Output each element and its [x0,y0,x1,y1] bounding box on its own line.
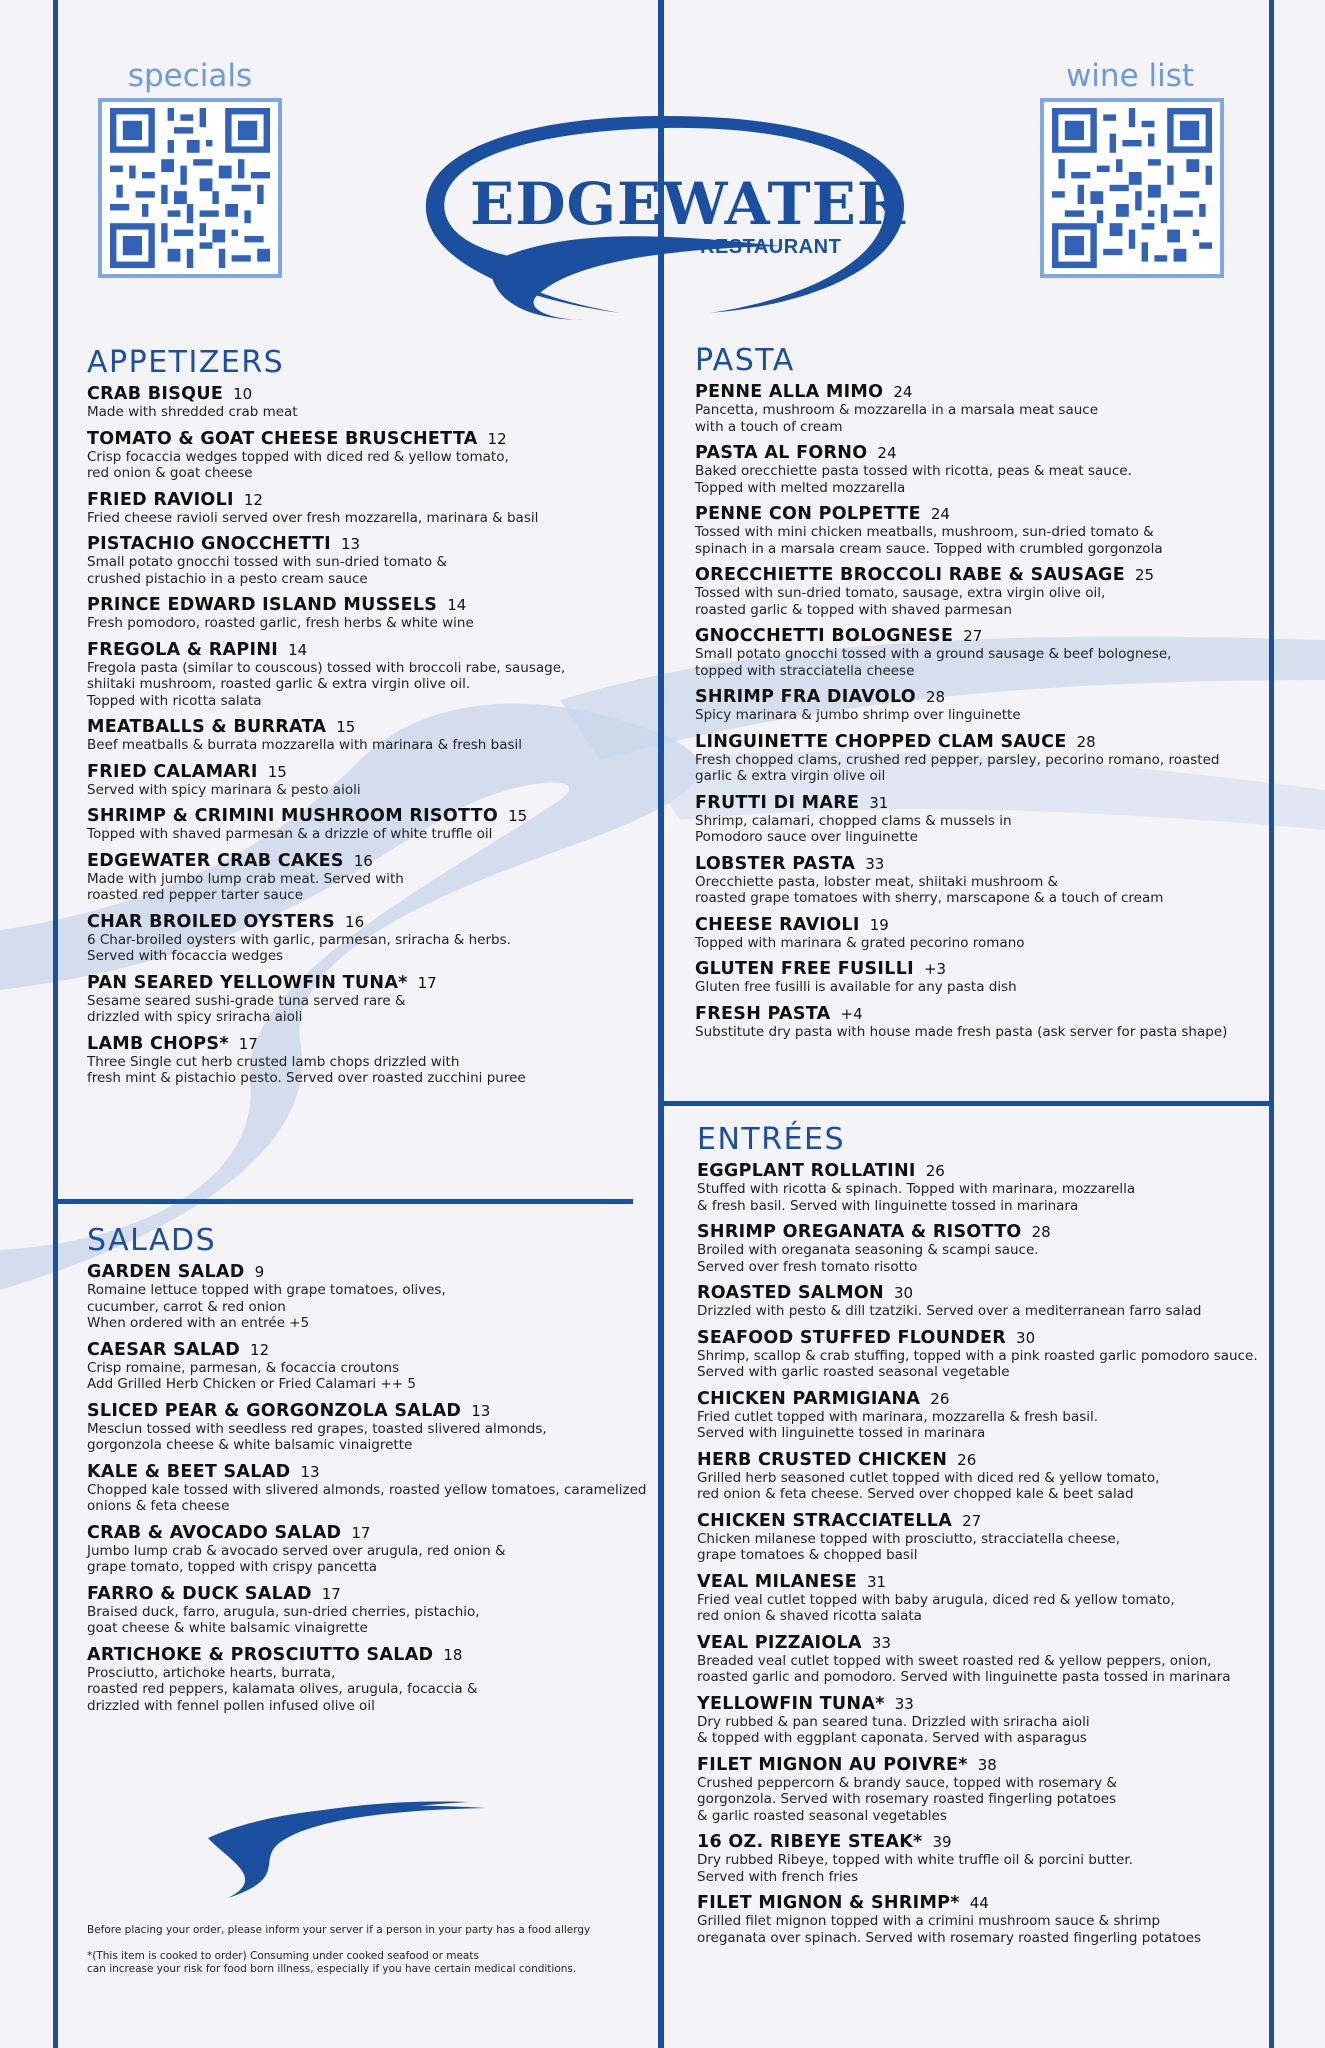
menu-item-price: 31 [866,1572,887,1591]
menu-item-description: Tossed with sun-dried tomato, sausage, extra virgin olive oil, roasted garlic & topped with shaved parmesan [695,585,1106,618]
menu-item [695,854,1265,907]
menu-item-price: 10 [233,385,253,403]
menu-item [87,384,647,421]
menu-item-price: 13 [300,1462,320,1481]
menu-item-header [87,806,647,826]
menu-item-price: 14 [288,640,308,659]
menu-item-description: Made with shredded crab meat [87,404,298,420]
menu-item-name: PENNE ALLA MIMO [695,382,884,402]
menu-item-description: Grilled herb seasoned cutlet topped with diced red & yellow tomato, red onion & feta cheese. Served over chopped kale & beet salad [697,1469,1160,1502]
menu-item-header [87,1034,647,1054]
menu-item-description: Fresh pomodoro, roasted garlic, fresh herbs & white wine [87,615,474,631]
menu-item-price: 12 [250,1340,270,1359]
menu-item-header [695,732,1265,752]
menu-item [697,1450,1267,1503]
menu-item-name: PRINCE EDWARD ISLAND MUSSELS [87,595,438,615]
menu-item-header [87,384,647,404]
menu-item-description: Breaded veal cutlet topped with sweet roasted red & yellow peppers, onion, roasted garlic and pomodoro. Served with linguinette pasta tossed in marinara [697,1652,1231,1685]
menu-item-description: Made with jumbo lump crab meat. Served with roasted red pepper tarter sauce [87,870,404,903]
menu-item-price: 24 [930,505,950,523]
menu-item-header [695,854,1265,874]
menu-item-header [87,973,647,993]
menu-item [697,1832,1267,1885]
menu-item-price: 16 [345,912,365,931]
restaurant-logo [420,108,910,327]
footer-swoosh-icon [188,1798,488,1900]
menu-item-description: Braised duck, farro, arugula, sun-dried cherries, pistachio, goat cheese & white balsamic vinaigrette [87,1603,480,1636]
menu-item-name: FRESH PASTA [695,1003,831,1024]
menu-item-name: EDGEWATER CRAB CAKES [87,850,344,871]
menu-item-header [87,1340,647,1360]
menu-item-header [87,1645,647,1665]
menu-item-header [697,1328,1267,1348]
wine-list-label: wine list [1065,58,1195,94]
menu-item-description: Orecchiette pasta, lobster meat, shiitaki mushroom & roasted grape tomatoes with sherry, marscapone & a touch of cream [695,873,1164,906]
menu-item [697,1633,1267,1686]
menu-item [697,1755,1267,1825]
section-title: APPETIZERS [87,345,285,380]
menu-item-header [697,1389,1267,1409]
menu-item-header [87,762,647,782]
menu-item-header [87,429,647,449]
menu-item [87,1034,647,1087]
left-section-divider [53,1199,633,1204]
left-border [53,0,58,2048]
menu-item-name: SHRIMP & CRIMINI MUSHROOM RISOTTO [87,806,499,826]
menu-item [695,1004,1265,1041]
menu-item-description: Beef meatballs & burrata mozzarella with marinara & fresh basil [87,737,523,753]
menu-item-header [87,1523,647,1543]
menu-item [697,1328,1267,1381]
menu-item-description: Dry rubbed & pan seared tuna. Drizzled with sriracha aioli & topped with eggplant caponata. Served with asparagus [697,1713,1090,1746]
menu-item-description: Romaine lettuce topped with grape tomatoes, olives, cucumber, carrot & red onion When ordered with an entrée +5 [87,1282,446,1331]
menu-item-name: FARRO & DUCK SALAD [87,1583,312,1604]
menu-item [695,687,1265,724]
menu-item [87,806,647,843]
menu-item-header [697,1755,1267,1775]
menu-item-header [87,912,647,932]
menu-item-description: Fried cheese ravioli served over fresh mozzarella, marinara & basil [87,509,539,526]
menu-item-header [87,1262,647,1282]
menu-item [697,1694,1267,1747]
menu-item [87,640,647,710]
menu-item-description: Baked orecchiette pasta tossed with ricotta, peas & meat sauce. Topped with melted mozzarella [695,463,1132,496]
menu-item-name: CHICKEN STRACCIATELLA [697,1510,953,1531]
menu-item-price: 25 [1134,566,1155,584]
menu-item-price: 31 [869,793,889,812]
menu-item-price: 26 [930,1389,950,1408]
menu-item-name: LINGUINETTE CHOPPED CLAM SAUCE [695,731,1067,752]
menu-item [87,1645,647,1715]
menu-item-description: Small potato gnocchi tossed with a ground sausage & beef bolognese, topped with stracciatella cheese [695,646,1172,679]
menu-item [87,1584,647,1637]
menu-item-price: 33 [894,1694,914,1713]
menu-item-header [697,1161,1267,1181]
menu-item-description: Mesclun tossed with seedless red grapes, toasted slivered almonds, gorgonzola cheese & white balsamic vinaigrette [87,1420,547,1453]
entrees-section [697,1122,1267,1954]
menu-item-price: 27 [963,627,983,645]
menu-item-name: PAN SEARED YELLOWFIN TUNA* [87,972,408,993]
menu-item-description: Gluten free fusilli is available for any pasta dish [695,979,1017,995]
menu-item [697,1893,1267,1946]
menu-item-description: Shrimp, calamari, chopped clams & mussels in Pomodoro sauce over linguinette [695,812,1012,845]
menu-item-description: Dry rubbed Ribeye, topped with white truffle oil & porcini butter. Served with french fries [697,1852,1133,1885]
menu-item-header [697,1694,1267,1714]
menu-item [87,762,647,799]
menu-item-description: Fregola pasta (similar to couscous) tossed with broccoli rabe, sausage, shiitaki mushroom, roasted garlic & extra virgin olive oil. Topped with ricotta salata [87,659,566,709]
menu-item-header [695,915,1265,935]
menu-item-name: ARTICHOKE & PROSCIUTTO SALAD [87,1644,434,1665]
menu-item-name: FILET MIGNON & SHRIMP* [697,1893,960,1913]
menu-item-description: Chicken milanese topped with prosciutto, stracciatella cheese, grape tomatoes & chopped basil [697,1530,1121,1563]
section-title: PASTA [695,343,795,378]
menu-item-name: SLICED PEAR & GORGONZOLA SALAD [87,1400,462,1421]
menu-item-name: LOBSTER PASTA [695,853,856,874]
menu-item-price: 13 [341,535,361,553]
menu-item-name: ORECCHIETTE BROCCOLI RABE & SAUSAGE [695,565,1125,585]
menu-item-price: 39 [932,1833,952,1851]
menu-item-name: CHICKEN PARMIGIANA [697,1388,921,1409]
menu-item [695,565,1265,618]
menu-item-price: 16 [353,851,373,870]
section-title: SALADS [87,1223,217,1258]
menu-item-name: VEAL MILANESE [697,1571,857,1592]
menu-item-description: Small potato gnocchi tossed with sun-dried tomato & crushed pistachio in a pesto cream sauce [87,554,447,587]
menu-item-price: +3 [923,960,947,978]
menu-item [87,851,647,904]
menu-item [695,443,1265,496]
qr-icon [1050,108,1214,268]
menu-item-name: CRAB BISQUE [87,384,224,404]
menu-item-description: Tossed with mini chicken meatballs, mushroom, sun-dried tomato & spinach in a marsala cream sauce. Topped with crumbled gorgonzola [695,524,1163,557]
menu-item-price: 12 [243,490,263,509]
menu-item-description: Sesame seared sushi-grade tuna served rare & drizzled with spicy sriracha aioli [87,992,406,1025]
menu-item-header [87,534,647,554]
menu-item [87,1262,647,1332]
menu-item-description: Fresh chopped clams, crushed red pepper, parsley, pecorino romano, roasted garlic & extra virgin olive oil [695,751,1220,784]
menu-item-name: VEAL PIZZAIOLA [697,1632,862,1653]
menu-item-name: ROASTED SALMON [697,1283,884,1303]
allergy-notice: Before placing your order, please inform your server if a person in your party has a food allergy [87,1924,591,1936]
menu-item-header [697,1283,1267,1303]
menu-item-header [697,1511,1267,1531]
menu-item-name: HERB CRUSTED CHICKEN [697,1449,948,1470]
menu-item-name: PISTACHIO GNOCCHETTI [87,534,331,554]
menu-item-price: 24 [893,383,913,401]
menu-item-price: 26 [925,1162,945,1180]
menu-item-description: 6 Char-broiled oysters with garlic, parmesan, sriracha & herbs. Served with focaccia wedges [87,931,511,964]
menu-item-description: Shrimp, scallop & crab stuffing, topped with a pink roasted garlic pomodoro sauce. Served with garlic roasted seasonal vegetable [697,1347,1258,1380]
menu-item-header [697,1450,1267,1470]
menu-item-name: MEATBALLS & BURRATA [87,717,327,737]
menu-item-price: 24 [877,444,897,462]
menu-item-header [695,504,1265,524]
menu-item-description: Spicy marinara & jumbo shrimp over linguinette [695,707,1021,723]
menu-item-name: CAESAR SALAD [87,1339,241,1360]
menu-item-description: Substitute dry pasta with house made fresh pasta (ask server for pasta shape) [695,1023,1228,1040]
menu-item-name: FREGOLA & RAPINI [87,639,279,660]
menu-item-name: CHEESE RAVIOLI [695,914,860,935]
menu-item-name: FILET MIGNON AU POIVRE* [697,1754,968,1775]
appetizers-section [87,345,647,1095]
menu-item-description: Chopped kale tossed with slivered almonds, roasted yellow tomatoes, caramelized onions & feta cheese [87,1481,647,1514]
right-section-divider [664,1101,1269,1106]
menu-item-description: Crisp focaccia wedges topped with diced red & yellow tomato, red onion & goat cheese [87,448,509,481]
menu-item-price: +4 [840,1004,863,1023]
menu-item [87,1340,647,1393]
salads-section [87,1223,647,1722]
menu-item [87,1401,647,1454]
logo-subtitle: RESTAURANT [700,236,842,258]
menu-item-header [695,687,1265,707]
menu-item [87,912,647,965]
menu-item-description: Broiled with oreganata seasoning & scampi sauce. Served over fresh tomato risotto [697,1242,1039,1275]
menu-item-header [697,1222,1267,1242]
menu-item-name: PENNE CON POLPETTE [695,504,921,524]
menu-item-description: Grilled filet mignon topped with a crimini mushroom sauce & shrimp oreganata over spinach. Served with rosemary roasted fingerling potatoes [697,1913,1202,1946]
menu-item [697,1161,1267,1214]
menu-item-description: Fried cutlet topped with marinara, mozzarella & fresh basil. Served with linguinette tossed in marinara [697,1408,1099,1441]
menu-item [695,732,1265,785]
menu-item [697,1389,1267,1442]
menu-item [697,1511,1267,1564]
menu-item-price: 15 [508,807,528,825]
menu-item-name: YELLOWFIN TUNA* [697,1693,885,1714]
menu-item-description: Three Single cut herb crusted lamb chops drizzled with fresh mint & pistachio pesto. Served over roasted zucchini puree [87,1053,526,1086]
menu-item-name: FRUTTI DI MARE [695,792,860,813]
menu-item-price: 28 [1031,1223,1051,1241]
menu-item [695,382,1265,435]
menu-item-price: 15 [267,762,287,781]
menu-item-name: 16 OZ. RIBEYE STEAK* [697,1832,923,1852]
menu-item-description: Topped with marinara & grated pecorino romano [695,934,1025,951]
menu-item-name: CHAR BROILED OYSTERS [87,911,336,932]
menu-item-header [697,1572,1267,1592]
qr-icon [108,108,272,268]
menu-item-price: 17 [417,973,437,992]
menu-item-description: Topped with shaved parmesan & a drizzle of white truffle oil [87,826,493,842]
right-border [1269,0,1274,2048]
menu-item [87,429,647,482]
specials-label: specials [127,58,253,94]
menu-item-name: PASTA AL FORNO [695,443,868,463]
menu-item-price: 33 [871,1633,891,1652]
menu-item-price: 14 [447,596,467,614]
menu-item [697,1572,1267,1625]
menu-item-price: 12 [487,429,507,448]
menu-item-header [87,1401,647,1421]
menu-item [87,1462,647,1515]
menu-item [87,973,647,1026]
menu-item-header [697,1832,1267,1852]
menu-item-header [697,1633,1267,1653]
menu-item-header [695,793,1265,813]
menu-item-price: 18 [443,1645,463,1664]
menu-item-header [87,490,647,510]
menu-item-price: 13 [471,1401,491,1420]
menu-item-name: SEAFOOD STUFFED FLOUNDER [697,1327,1007,1348]
menu-item-description: Served with spicy marinara & pesto aioli [87,781,361,798]
wine-list-qr-code[interactable] [1040,98,1224,278]
menu-item [87,717,647,754]
menu-item-price: 17 [351,1523,371,1542]
menu-item-header [87,640,647,660]
menu-item-header [87,851,647,871]
menu-item [697,1283,1267,1320]
menu-item-description: Pancetta, mushroom & mozzarella in a marsala meat sauce with a touch of cream [695,402,1099,435]
menu-item [697,1222,1267,1275]
menu-item-name: KALE & BEET SALAD [87,1461,291,1482]
section-title: ENTRÉES [697,1122,846,1157]
menu-item [87,490,647,527]
menu-item-price: 26 [957,1450,977,1469]
menu-item-description: Crisp romaine, parmesan, & focaccia croutons Add Grilled Herb Chicken or Fried Calamari ++ 5 [87,1359,416,1392]
menu-item-description: Jumbo lump crab & avocado served over arugula, red onion & grape tomato, topped with crispy pancetta [87,1542,506,1575]
menu-item [87,595,647,632]
menu-item [87,1523,647,1576]
menu-item-price: 9 [254,1263,265,1281]
menu-item-price: 17 [321,1584,341,1603]
menu-item-price: 28 [1076,732,1096,751]
menu-item-header [87,595,647,615]
undercooked-warning: *(This item is cooked to order) Consuming under cooked seafood or meats can increase your risk for food born illness, especially if you have certain medical conditions. [87,1950,577,1975]
menu-item-price: 33 [865,854,885,873]
menu-item-name: FRIED RAVIOLI [87,489,234,510]
menu-item-header [695,443,1265,463]
menu-item-header [695,959,1265,979]
specials-qr-code[interactable] [98,98,282,278]
pasta-section [695,343,1265,1048]
menu-item-name: EGGPLANT ROLLATINI [697,1161,916,1181]
menu-item-name: LAMB CHOPS* [87,1033,229,1054]
menu-item-price: 28 [925,688,946,706]
menu-item-header [695,565,1265,585]
menu-item-name: CRAB & AVOCADO SALAD [87,1522,342,1543]
menu-item-header [697,1893,1267,1913]
menu-item-price: 15 [336,718,356,736]
menu-item-name: GNOCCHETTI BOLOGNESE [695,626,954,646]
menu-item [695,793,1265,846]
menu-item-price: 27 [962,1511,982,1530]
menu-item-header [87,1584,647,1604]
menu-item [695,504,1265,557]
menu-item-name: SHRIMP FRA DIAVOLO [695,687,916,707]
menu-item-header [695,626,1265,646]
menu-item-description: Crushed peppercorn & brandy sauce, topped with rosemary & gorgonzola. Served with rosemary roasted fingerling potatoes & garlic roasted seasonal vegetables [697,1774,1117,1824]
menu-item-price: 44 [969,1894,989,1912]
menu-item [87,534,647,587]
menu-item-name: GLUTEN FREE FUSILLI [695,959,914,979]
menu-item-price: 38 [977,1755,997,1774]
menu-item [695,915,1265,952]
menu-item-header [87,1462,647,1482]
menu-item-name: SHRIMP OREGANATA & RISOTTO [697,1222,1022,1242]
menu-item-price: 30 [893,1284,914,1302]
menu-item-description: Fried veal cutlet topped with baby arugula, diced red & yellow tomato, red onion & shaved ricotta salata [697,1591,1175,1624]
menu-item [695,626,1265,679]
menu-item [695,959,1265,996]
menu-item-description: Prosciutto, artichoke hearts, burrata, roasted red peppers, kalamata olives, arugula, focaccia & drizzled with fennel pollen infused olive oil [87,1664,478,1714]
menu-item-description: Drizzled with pesto & dill tzatziki. Served over a mediterranean farro salad [697,1303,1202,1319]
logo-name: EDGEWATER [470,170,907,238]
menu-item-price: 17 [238,1034,258,1053]
menu-item-price: 30 [1016,1328,1036,1347]
menu-item-name: GARDEN SALAD [87,1262,245,1282]
menu-item-name: TOMATO & GOAT CHEESE BRUSCHETTA [87,428,478,449]
menu-item-header [695,382,1265,402]
menu-item-name: FRIED CALAMARI [87,761,258,782]
menu-item-header [87,717,647,737]
menu-item-header [695,1004,1265,1024]
menu-item-price: 19 [869,915,889,934]
menu-item-description: Stuffed with ricotta & spinach. Topped with marinara, mozzarella & fresh basil. Served with linguinette tossed in marinara [697,1181,1136,1214]
